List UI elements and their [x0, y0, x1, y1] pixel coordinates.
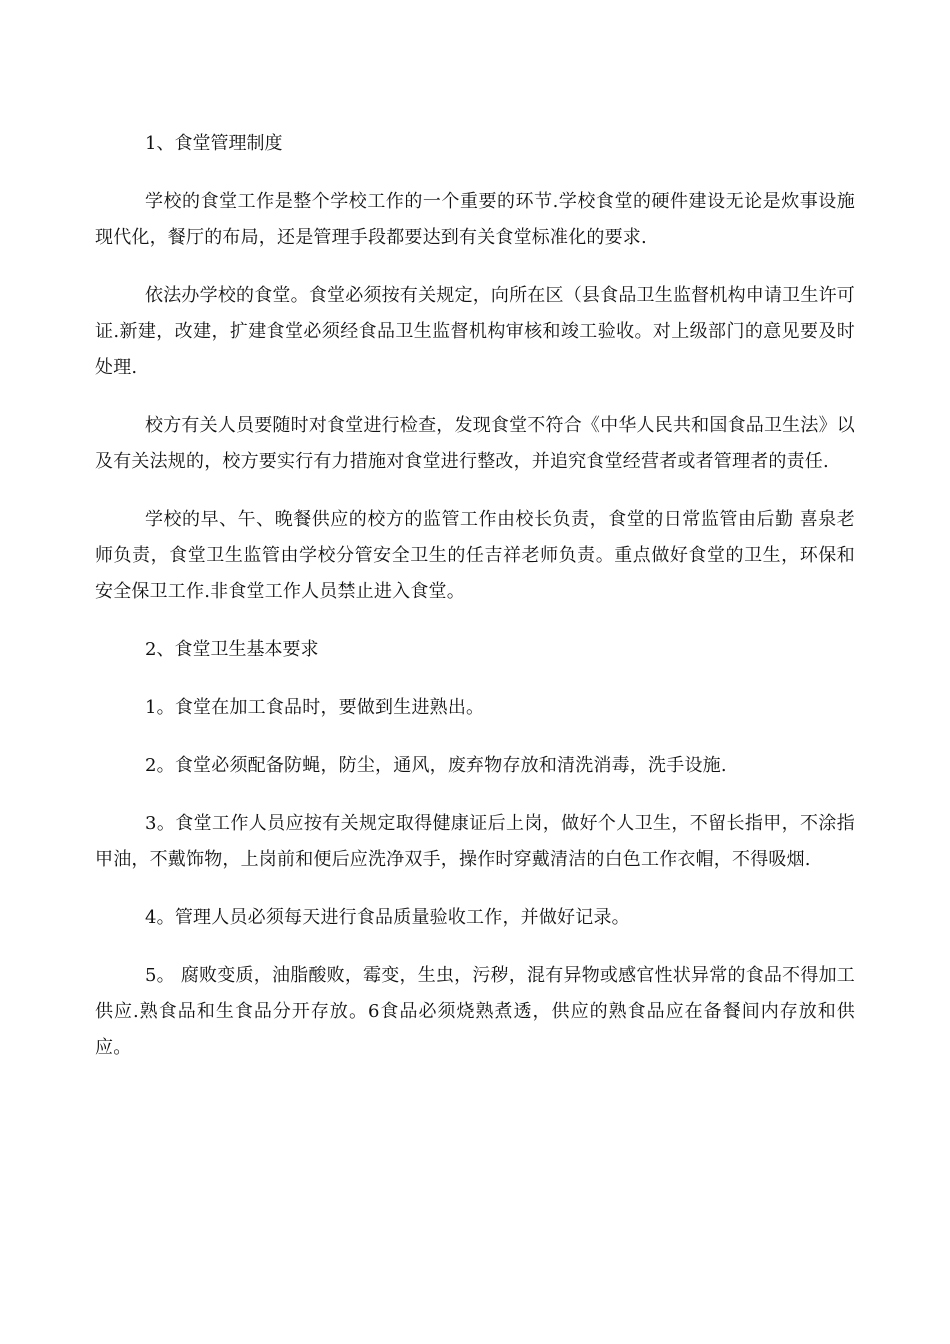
section-heading-management: 1、食堂管理制度: [145, 133, 283, 154]
paragraph: 校方有关人员要随时对食堂进行检查，发现食堂不符合《中华人民共和国食品卫生法》以及有关法规的，校方要实行有力措施对食堂进行整改，并追究食堂经营者或者管理者的责任.: [95, 415, 855, 472]
paragraph: 依法办学校的食堂。食堂必须按有关规定，向所在区（县食品卫生监督机构申请卫生许可证.新建，改建，扩建食堂必须经食品卫生监督机构审核和竣工验收。对上级部门的意见要及时处理.: [95, 285, 855, 378]
paragraph: 1。食堂在加工食品时，要做到生进熟出。: [145, 697, 485, 718]
document-page: [95, 126, 855, 1088]
section-heading-hygiene: 2、食堂卫生基本要求: [145, 639, 319, 660]
paragraph: 2。食堂必须配备防蝇，防尘，通风，废弃物存放和清洗消毒，洗手设施.: [145, 755, 727, 776]
paragraph: 学校的早、午、晚餐供应的校方的监管工作由校长负责，食堂的日常监管由后勤 喜泉老师负责，食堂卫生监管由学校分管安全卫生的任吉祥老师负责。重点做好食堂的卫生，环保和安全保卫工作.非食堂工作人员禁止进入食堂。: [95, 509, 855, 602]
paragraph: 学校的食堂工作是整个学校工作的一个重要的环节.学校食堂的硬件建设无论是炊事设施现代化，餐厅的布局，还是管理手段都要达到有关食堂标准化的要求.: [95, 191, 855, 248]
paragraph: 3。食堂工作人员应按有关规定取得健康证后上岗，做好个人卫生，不留长指甲，不涂指甲油，不戴饰物，上岗前和便后应洗净双手，操作时穿戴清洁的白色工作衣帽，不得吸烟.: [95, 813, 855, 870]
paragraph: 4。管理人员必须每天进行食品质量验收工作，并做好记录。: [145, 907, 630, 928]
paragraph: 5。 腐败变质，油脂酸败，霉变，生虫，污秽，混有异物或感官性状异常的食品不得加工供应.熟食品和生食品分开存放。6食品必须烧熟煮透，供应的熟食品应在备餐间内存放和供应。: [95, 965, 855, 1058]
